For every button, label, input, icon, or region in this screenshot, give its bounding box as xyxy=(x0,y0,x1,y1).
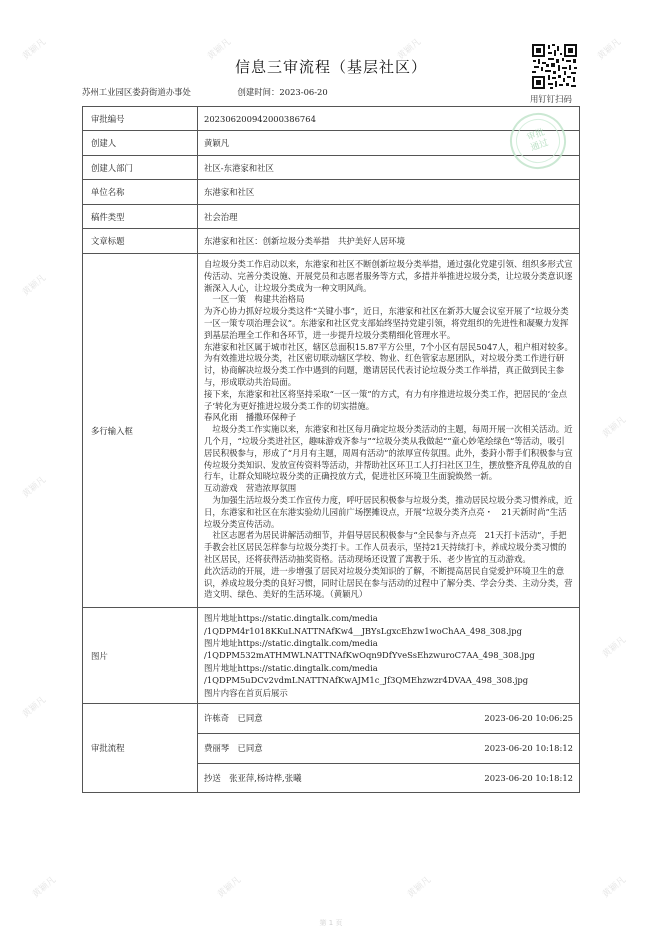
article-type-value: 社会治理 xyxy=(198,205,580,229)
watermark: 黄颖凡 xyxy=(405,875,434,901)
article-paragraph: 东港家和社区属于城市社区，辖区总面积15.87平方公里，7个小区有居民5047人，租户相对较多。为有效推进垃圾分类，社区密切联动辖区学校、物业、红色管家志愿团队，对垃圾分类工作进行研讨，协商解决垃圾分类工作中遇到的问题，邀请居民代表讨论垃圾分类工作举措，真正做到民主参与，形成联动共治局面。 xyxy=(204,341,573,387)
approval-step xyxy=(198,703,580,733)
organization-name: 苏州工业园区娄葑街道办事处 xyxy=(82,87,191,97)
article-paragraph: 此次活动的开展，进一步增强了居民对垃圾分类知识的了解，不断提高居民自觉爱护环境卫生的意识，养成垃圾分类的良好习惯，同时让居民在参与活动的过程中了解分类、学会分类、主动分类，营造文明、绿色、美好的生活环境。（黄颖凡） xyxy=(204,565,573,600)
watermark: 黄颖凡 xyxy=(20,273,49,299)
approver: 许栋奇 已同意 xyxy=(204,713,263,724)
watermark: 黄颖凡 xyxy=(215,875,244,901)
creator-dept-value: 社区-东港家和社区 xyxy=(198,156,580,180)
cc-recipients: 抄送 张亚萍,杨诗桦,张曦 xyxy=(204,772,302,783)
table-row xyxy=(83,608,580,704)
image-url-line[interactable]: 图片地址https://static.dingtalk.com/media xyxy=(204,662,378,673)
image-note: 图片内容在首页后展示 xyxy=(204,687,288,698)
approval-form-table xyxy=(82,106,580,793)
image-url-line[interactable]: 图片地址https://static.dingtalk.com/media xyxy=(204,613,378,624)
article-paragraph: 接下来，东港家和社区将坚持采取“一区一策”的方式，有力有序推进垃圾分类工作，把居民的‘金点子’转化为更好推进垃圾分类工作的切实措施。 xyxy=(204,388,567,411)
article-subheading: 一区一策 构建共治格局 xyxy=(204,294,305,305)
creator-label: 创建人 xyxy=(83,131,198,156)
watermark: 黄颖凡 xyxy=(30,875,59,901)
article-content xyxy=(198,254,580,608)
article-title-value: 东港家和社区：创新垃圾分类举措 共护美好人居环境 xyxy=(198,229,580,254)
watermark: 黄颖凡 xyxy=(600,635,629,661)
article-paragraph: 社区志愿者为居民讲解活动细节，并倡导居民积极参与“全民参与齐点亮 21天打卡活动”，手把手教会社区居民怎样参与垃圾分类打卡。工作人员表示，坚持21天持续打卡，养成垃圾分类习惯的社区居民，还将获得活动抽奖资格。活动现场还设置了寓教于乐、老少皆宜的互动游戏。 xyxy=(204,530,567,564)
table-row xyxy=(83,205,580,229)
seal-text: 通过 xyxy=(529,137,550,154)
watermark: 黄颖凡 xyxy=(600,875,629,901)
watermark: 黄颖凡 xyxy=(395,37,424,63)
watermark: 黄颖凡 xyxy=(20,37,49,63)
watermark: 黄颖凡 xyxy=(20,695,49,721)
article-paragraph: 为加强生活垃圾分类工作宣传力度，呼吁居民积极参与垃圾分类，推动居民垃圾分类习惯养成，近日，东港家和社区在东港实验幼儿园前广场摆摊设点，开展“垃圾分类齐点亮・ 21天新时尚”生活垃圾分类宣传活动。 xyxy=(204,494,573,529)
table-row xyxy=(83,107,580,131)
unit-name-label: 单位名称 xyxy=(83,180,198,205)
approval-step xyxy=(198,763,580,792)
article-paragraph: 自垃圾分类工作启动以来，东港家和社区不断创新垃圾分类举措，通过强化党建引领、组织多形式宣传活动、完善分类设施、开展党员和志愿者服务等方式，多措并举推进垃圾分类，让垃圾分类意识逐渐深入人心，让垃圾分类成为一种文明风尚。 xyxy=(204,259,573,293)
page-number: 第 1 页 xyxy=(319,919,343,927)
image-url-line[interactable]: /1QDPM4r1018KKuLNATTNAfKw4__JBYsLgxcEhzw1woChAA_498_308.jpg xyxy=(204,625,522,636)
creator-dept-label: 创建人部门 xyxy=(83,156,198,180)
images-label: 图片 xyxy=(83,608,198,704)
seal-text: 审批 xyxy=(525,127,547,144)
watermark: 黄颖凡 xyxy=(600,415,629,441)
header-info xyxy=(82,86,328,98)
table-row xyxy=(83,703,580,733)
approver: 费丽琴 已同意 xyxy=(204,743,263,754)
approval-time: 2023-06-20 10:06:25 xyxy=(484,713,573,724)
table-row xyxy=(83,180,580,205)
image-url-line[interactable]: /1QDPM5uDCv2vdmLNATTNAfKwAJM1c_Jf3QMEhzwzr4DVAA_498_308.jpg xyxy=(204,675,529,686)
unit-name-value: 东港家和社区 xyxy=(198,180,580,205)
watermark: 黄颖凡 xyxy=(595,37,624,63)
approval-no-label: 审批编号 xyxy=(83,107,198,131)
created-time: 创建时间：2023-06-20 xyxy=(237,87,328,97)
watermark: 黄颖凡 xyxy=(205,37,234,63)
approval-no-value: 202306200942000386764 xyxy=(198,107,580,131)
approval-time: 2023-06-20 10:18:12 xyxy=(484,743,573,754)
qr-caption: 用钉钉扫码 xyxy=(530,94,572,104)
article-title-label: 文章标题 xyxy=(83,229,198,254)
article-subheading: 春风化雨 播撒环保种子 xyxy=(204,412,297,423)
image-url-line[interactable]: 图片地址https://static.dingtalk.com/media xyxy=(204,637,378,648)
table-row xyxy=(83,254,580,608)
article-subheading: 互动游戏 营造浓厚氛围 xyxy=(204,483,297,494)
image-links xyxy=(198,608,580,704)
table-row xyxy=(83,156,580,180)
table-row xyxy=(83,131,580,156)
qr-code-icon[interactable] xyxy=(531,43,578,90)
article-paragraph: 为齐心协力抓好垃圾分类这件“关键小事”，近日，东港家和社区在新苏大厦会议室开展了“垃圾分类一区一策专项治理会议”。东港家和社区党支部始终坚持党建引领，将党组织的先进性和凝聚力发挥到基层治理全工作和各环节，进一步提升垃圾分类精细化管理水平。 xyxy=(204,306,569,340)
content-label: 多行输入框 xyxy=(83,254,198,608)
approval-time: 2023-06-20 10:18:12 xyxy=(484,772,573,783)
article-type-label: 稿件类型 xyxy=(83,205,198,229)
image-url-line[interactable]: /1QDPM532mATHMWLNATTNAfKwOqn9DfYveSsEhzwuroC7AA_498_308.jpg xyxy=(204,650,535,661)
approval-flow-label: 审批流程 xyxy=(83,703,198,792)
approval-step xyxy=(198,733,580,763)
table-row xyxy=(83,229,580,254)
article-paragraph: 垃圾分类工作实施以来，东港家和社区每月确定垃圾分类活动的主题，每周开展一次相关活动。近几个月，“垃圾分类进社区，趣味游戏齐参与”“垃圾分类从我做起”“童心妙笔绘绿色”等活动，吸引居民积极参与，形成了“月月有主题，周周有活动”的浓厚宣传氛围。此外，娄葑小帮手们积极参与宣传垃圾分类知识、发放宣传资料等活动，并帮助社区环卫工人打扫社区卫生，摆放整齐乱停乱放的自行车，让群众知晓垃圾分类的正确投放方式，促进社区环境卫生面貌焕然一新。 xyxy=(204,424,573,482)
watermark: 黄颖凡 xyxy=(20,475,49,501)
creator-value: 黄颖凡 xyxy=(198,131,580,156)
page-title: 信息三审流程（基层社区） xyxy=(234,58,427,76)
